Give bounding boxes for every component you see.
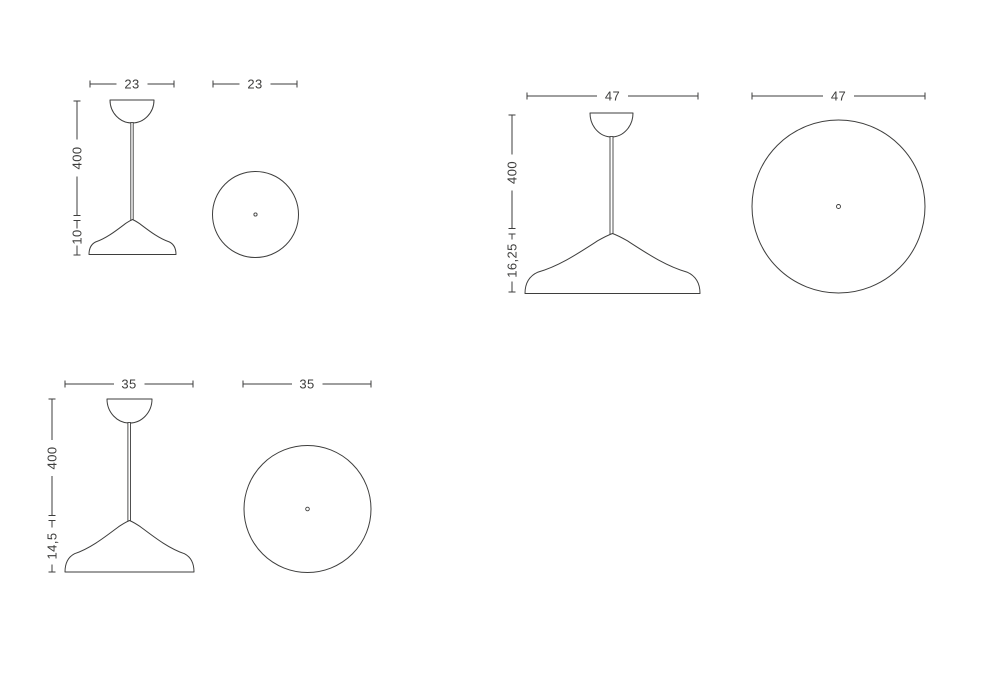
canopy-outline: [107, 399, 152, 423]
pendant-35-side-view: [44, 377, 194, 573]
pendant-47-top-view: [752, 89, 925, 294]
center-hole: [254, 213, 257, 216]
cord-outline: [131, 123, 133, 221]
width-dim-label: 47: [604, 88, 621, 104]
pendant-35-top-view: [243, 377, 371, 573]
pendant-23-group: [69, 77, 298, 258]
center-hole: [306, 507, 310, 511]
shade-height-dim-label: 10: [69, 229, 85, 245]
shade-outline: [525, 234, 700, 294]
shade-outline: [65, 521, 194, 573]
shade-outline: [89, 220, 176, 255]
pendant-47-group: [504, 89, 925, 294]
center-hole: [837, 205, 841, 209]
drop-dimension: [504, 115, 519, 229]
diameter-dim-label: 23: [247, 76, 263, 92]
width-dim-label: 23: [124, 76, 140, 92]
drop-dimension: [69, 101, 84, 216]
diameter-dimension: [213, 77, 297, 92]
canopy-outline: [590, 113, 633, 137]
shade-height-dimension: [69, 221, 84, 256]
diameter-dimension: [752, 89, 925, 104]
shade-height-dimension: [504, 234, 519, 292]
drop-dim-label: 400: [69, 146, 85, 170]
shade-height-dim-label: 16,25: [504, 243, 520, 278]
canopy-outline: [110, 100, 154, 123]
pendant-47-side-view: [504, 89, 700, 294]
pendant-35-group: [44, 377, 371, 573]
drop-dim-label: 400: [504, 161, 520, 184]
drop-dim-label: 400: [44, 446, 60, 470]
diameter-dimension: [243, 377, 371, 392]
width-dim-label: 35: [121, 376, 137, 392]
drop-dimension: [44, 399, 59, 516]
width-dimension: [90, 77, 174, 92]
shade-height-dimension: [44, 521, 59, 573]
width-dimension: [527, 89, 698, 104]
pendant-23-top-view: [213, 77, 299, 258]
cord-outline: [128, 423, 131, 522]
diameter-dim-label: 35: [299, 376, 315, 392]
width-dimension: [65, 377, 193, 392]
pendant-23-side-view: [69, 77, 176, 256]
diameter-dim-label: 47: [830, 88, 847, 104]
cord-outline: [610, 137, 613, 235]
shade-height-dim-label: 14,5: [44, 532, 60, 560]
